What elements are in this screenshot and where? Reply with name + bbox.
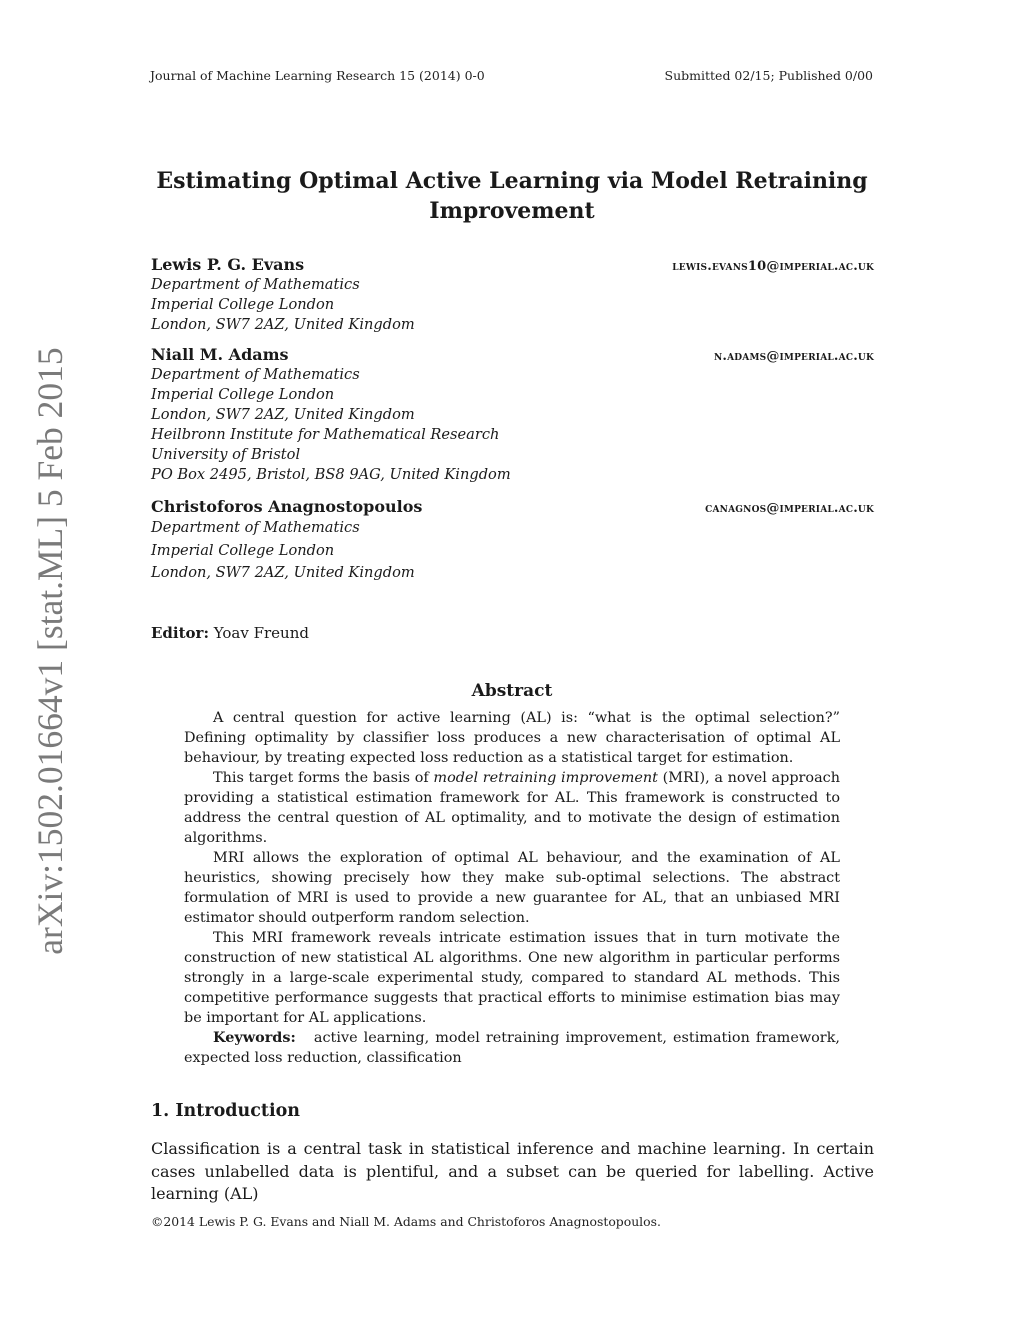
keywords-text: active learning, model retraining improvement, estimation framework, expected loss reduction, classification — [184, 1030, 840, 1066]
author-name-text: Christoforos Anagnostopoulos — [151, 497, 423, 516]
keywords — [184, 1028, 840, 1068]
affiliation-line: Department of Mathematics — [151, 276, 360, 293]
author-email[interactable]: lewis.evans10@imperial.ac.uk — [672, 259, 874, 274]
author-email[interactable]: n.adams@imperial.ac.uk — [713, 349, 874, 364]
editor-label: Editor: — [151, 624, 209, 642]
keywords-label: Keywords: — [213, 1029, 296, 1046]
submission-dates: Submitted 02/15; Published 0/00 — [664, 68, 873, 83]
affiliation-line: Imperial College London — [151, 296, 335, 313]
author-name-text: Niall M. Adams — [151, 345, 289, 364]
author-name-text: Lewis P. G. Evans — [151, 255, 305, 274]
arxiv-stamp[interactable]: arXiv:1502.01664v1 [stat.ML] 5 Feb 2015 — [30, 347, 70, 955]
abstract-heading: Abstract — [471, 681, 553, 701]
affiliation-line: University of Bristol — [151, 446, 301, 463]
affiliation-line: PO Box 2495, Bristol, BS8 9AG, United Kingdom — [151, 466, 511, 483]
journal-header: Journal of Machine Learning Research 15 (2014) 0-0 — [150, 68, 485, 83]
affiliation-line: London, SW7 2AZ, United Kingdom — [151, 406, 415, 423]
author-name — [151, 345, 874, 365]
author-block-evans — [151, 255, 874, 335]
copyright-footer: ©2014 Lewis P. G. Evans and Niall M. Adams and Christoforos Anagnostopoulos. — [151, 1214, 661, 1229]
affiliation-line: Department of Mathematics — [151, 366, 360, 383]
affiliation-line: Imperial College London — [151, 541, 335, 559]
author-block-anagnostopoulos — [151, 497, 874, 585]
author-email[interactable]: canagnos@imperial.ac.uk — [705, 501, 874, 516]
abstract-emphasis: model retraining improvement — [433, 770, 658, 786]
abstract-paragraph: A central question for active learning (AL) is: “what is the optimal selection?” Defining optimality by classifier loss produces a new characterisation of optimal AL behaviour, by treating expected loss reduction as a statistical target for estimation. — [184, 710, 840, 766]
affiliation-line: London, SW7 2AZ, United Kingdom — [151, 316, 415, 333]
introduction-body — [151, 1138, 874, 1206]
editor-name: Yoav Freund — [213, 624, 309, 642]
author-name — [151, 497, 874, 517]
author-block-adams — [151, 345, 874, 485]
affiliation-line: Imperial College London — [151, 386, 335, 403]
abstract-text: This target forms the basis of — [213, 770, 434, 786]
abstract-paragraph: MRI allows the exploration of optimal AL behaviour, and the examination of AL heuristics, showing precisely how they make sub-optimal selections. The abstract formulation of MRI is used to provide a new guarantee for AL, that an unbiased MRI estimator should outperform random selection. — [184, 850, 840, 926]
paper-title — [150, 166, 874, 226]
section-heading: 1. Introduction — [151, 1101, 300, 1121]
abstract-paragraph — [184, 768, 840, 848]
affiliation-line: Heilbronn Institute for Mathematical Research — [151, 426, 500, 443]
title-line-1: Estimating Optimal Active Learning via Model Retraining — [156, 168, 868, 194]
abstract-body — [184, 708, 840, 1068]
abstract-text: (MRI), a novel approach providing a statistical estimation framework for AL. This framework is constructed to address the central question of AL optimality, and to motivate the design of estimation algorithms. — [184, 770, 840, 846]
author-name — [151, 255, 874, 275]
editor-line — [151, 624, 309, 642]
affiliation-line: Department of Mathematics — [151, 519, 360, 536]
title-line-2: Improvement — [429, 198, 595, 224]
abstract-paragraph: This MRI framework reveals intricate estimation issues that in turn motivate the construction of new statistical AL algorithms. One new algorithm in particular performs strongly in a large-scale experimental study, compared to standard AL methods. This competitive performance suggests that practical efforts to minimise estimation bias may be important for AL applications. — [184, 930, 840, 1026]
intro-paragraph: Classification is a central task in statistical inference and machine learning. In certain cases unlabelled data is plentiful, and a subset can be queried for labelling. Active learning (AL) — [151, 1139, 874, 1203]
affiliation-line: London, SW7 2AZ, United Kingdom — [151, 564, 415, 581]
